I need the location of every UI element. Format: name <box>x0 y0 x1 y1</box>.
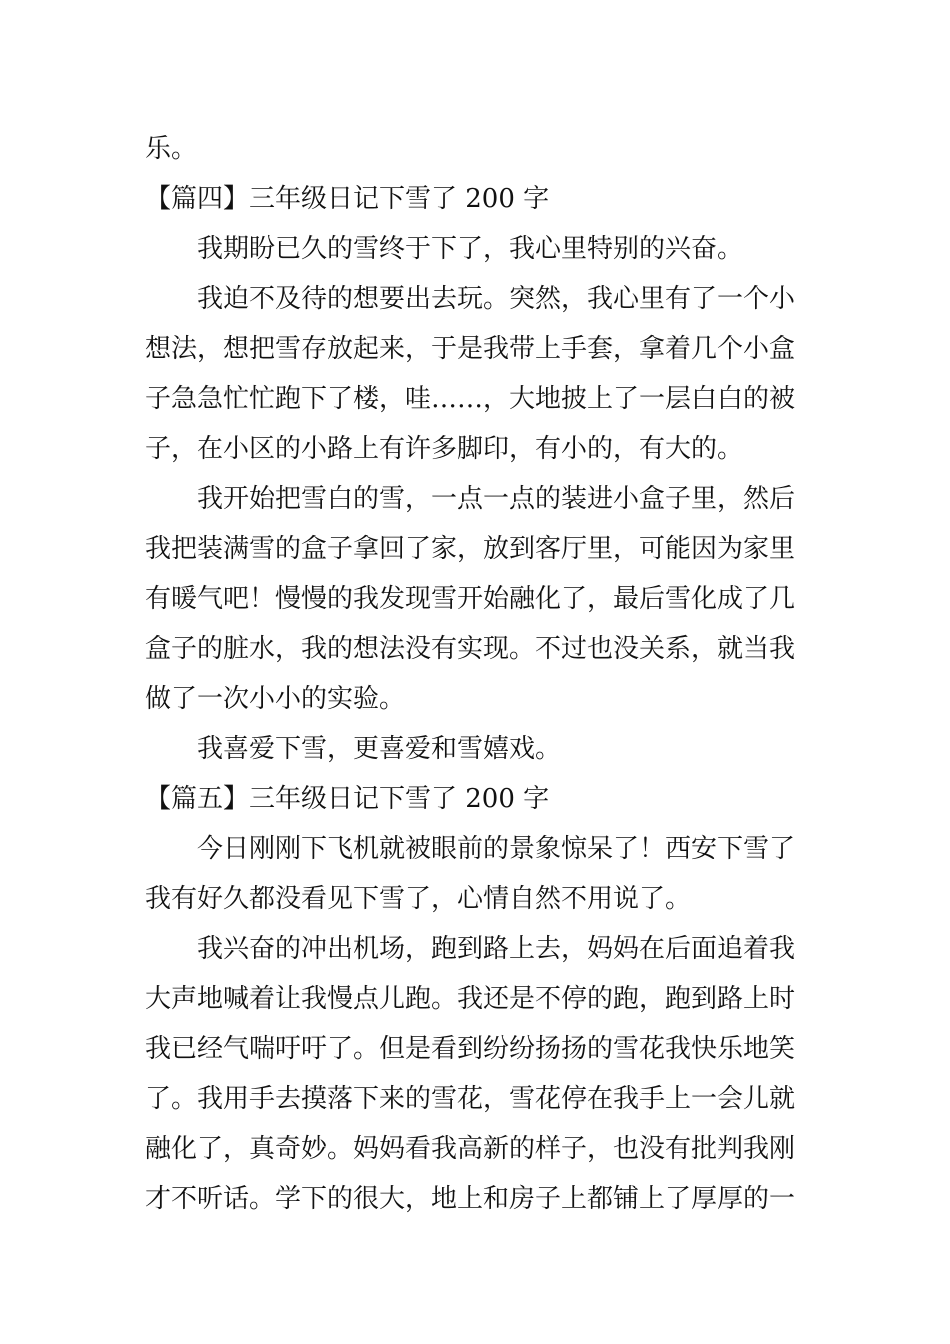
paragraph-line: 才不听话。学下的很大，地上和房子上都铺上了厚厚的一 <box>145 1184 796 1214</box>
paragraph-line: 我迫不及待的想要出去玩。突然，我心里有了一个小 <box>197 284 796 314</box>
paragraph-line: 我已经气喘吁吁了。但是看到纷纷扬扬的雪花我快乐地笑 <box>145 1034 796 1064</box>
paragraph-line: 了。我用手去摸落下来的雪花，雪花停在我手上一会儿就 <box>145 1084 796 1114</box>
section-heading-4: 【篇四】三年级日记下雪了 200 字 <box>145 184 550 214</box>
paragraph-line: 融化了，真奇妙。妈妈看我高新的样子，也没有批判我刚 <box>145 1134 796 1164</box>
paragraph-line: 我期盼已久的雪终于下了，我心里特别的兴奋。 <box>197 234 744 264</box>
paragraph-line: 子，在小区的小路上有许多脚印，有小的，有大的。 <box>145 434 744 464</box>
paragraph-line: 想法，想把雪存放起来，于是我带上手套，拿着几个小盒 <box>145 334 796 364</box>
paragraph-line: 今日刚刚下飞机就被眼前的景象惊呆了！西安下雪了 <box>197 834 796 864</box>
paragraph-line: 我兴奋的冲出机场，跑到路上去，妈妈在后面追着我 <box>197 934 796 964</box>
paragraph-line: 有暖气吧！慢慢的我发现雪开始融化了，最后雪化成了几 <box>145 584 796 614</box>
paragraph-line: 我有好久都没看见下雪了，心情自然不用说了。 <box>145 884 692 914</box>
paragraph-line: 我开始把雪白的雪，一点一点的装进小盒子里，然后 <box>197 484 796 514</box>
paragraph-line: 大声地喊着让我慢点儿跑。我还是不停的跑，跑到路上时 <box>145 984 796 1014</box>
paragraph-line: 做了一次小小的实验。 <box>145 684 406 714</box>
paragraph-line: 子急急忙忙跑下了楼，哇……，大地披上了一层白白的被 <box>145 384 796 414</box>
paragraph-line: 我喜爱下雪，更喜爱和雪嬉戏。 <box>197 734 562 764</box>
text-line-continuation: 乐。 <box>145 134 198 164</box>
section-heading-5: 【篇五】三年级日记下雪了 200 字 <box>145 784 550 814</box>
paragraph-line: 我把装满雪的盒子拿回了家，放到客厅里，可能因为家里 <box>145 534 796 564</box>
paragraph-line: 盒子的脏水，我的想法没有实现。不过也没关系，就当我 <box>145 634 796 664</box>
